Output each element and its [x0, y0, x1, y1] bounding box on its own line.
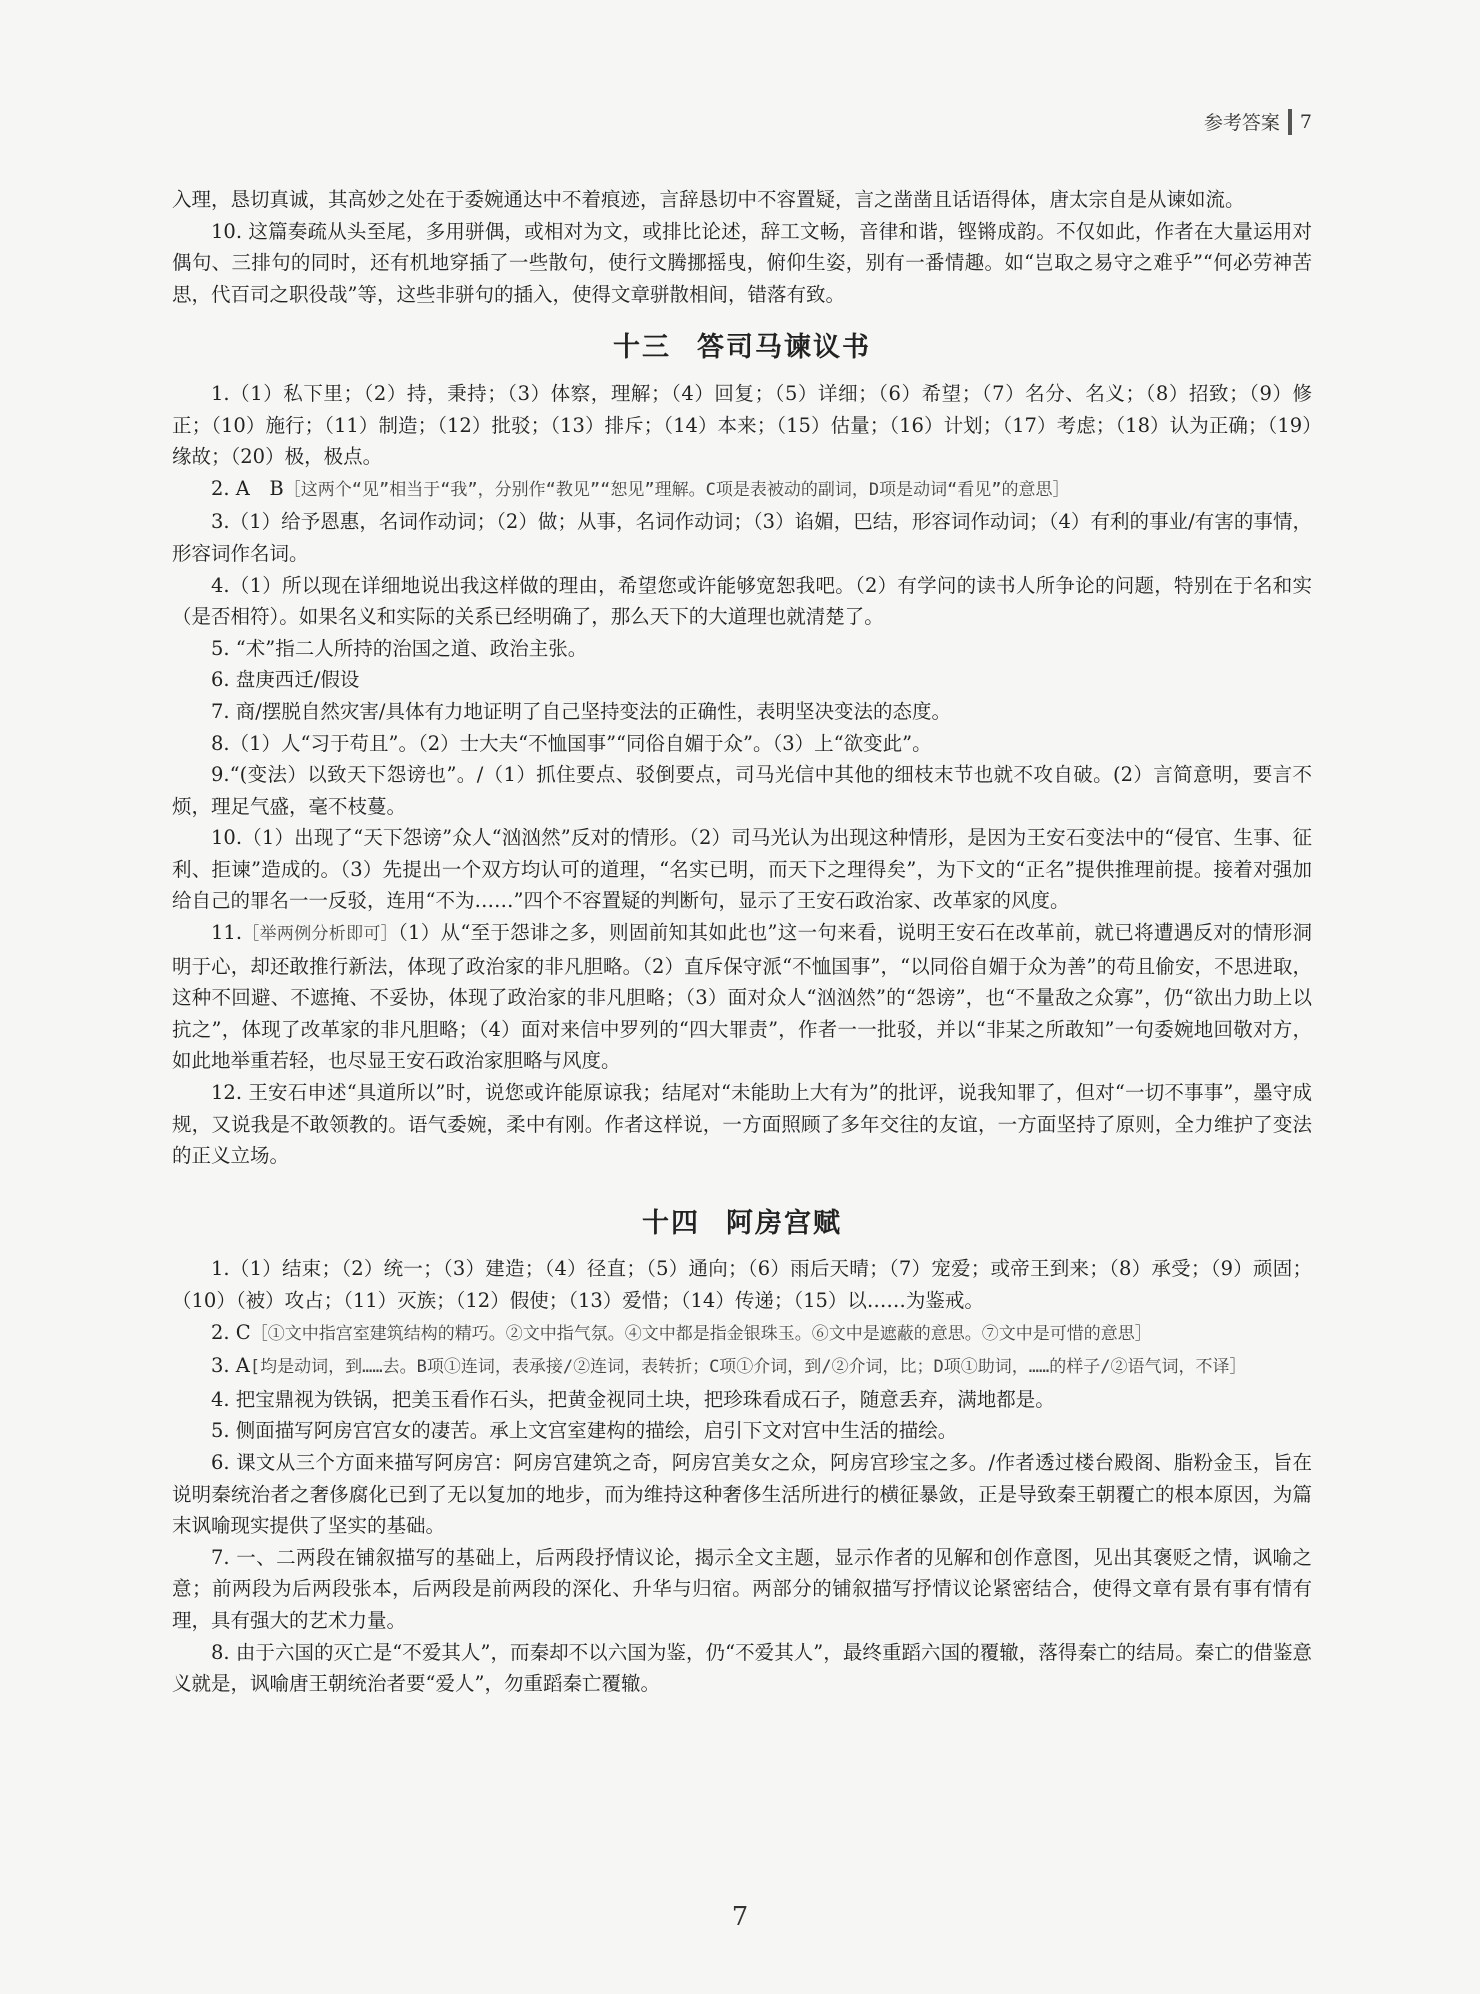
section-14-number: 十四: [642, 1207, 700, 1239]
s14-answer-3-choice: 3. A: [211, 1354, 250, 1378]
s13-answer-2-choice: 2. A B: [211, 476, 284, 500]
s14-answer-6: 6. 课文从三个方面来描写阿房宫：阿房宫建筑之奇，阿房宫美女之众，阿房宫珍宝之多。/作者透过楼台殿阁、脂粉金玉，旨在说明秦统治者之奢侈腐化已到了无以复加的地步，而为维持这种奢侈生活所进行的横征暴敛，正是导致秦王朝覆亡的根本原因，为篇末讽喻现实提供了坚实的基础。: [172, 1450, 1312, 1538]
s14-answer-7: 7. 一、二两段在铺叙描写的基础上，后两段抒情议论，揭示全文主题，显示作者的见解和创作意图，见出其褒贬之情，讽喻之意；前两段为后两段张本，后两段是前两段的深化、升华与归宿。两部分的铺叙描写抒情议论紧密结合，使得文章有景有事有情有理，具有强大的艺术力量。: [172, 1545, 1312, 1632]
s13-answer-9: 9.“(变法）以致天下怨谤也”。/（1）抓住要点、驳倒要点，司马光信中其他的细枝末节也就不攻自破。(2）言简意明，要言不烦，理足气盛，毫不枝蔓。: [172, 763, 1312, 818]
s14-answer-3-note: [均是动词，到……去。B项①连词，表承接/②连词，表转折；C项①介词，到/②介词，比；D项①助词，……的样子/②语气词，不译］: [249, 1357, 1247, 1378]
section-14-name: 阿房宫赋: [726, 1207, 842, 1239]
s13-answer-11-note: ［举两例分析即可］: [242, 924, 398, 945]
s13-answer-11: [172, 917, 1312, 1077]
s14-answer-2-note: ［①文中指宫室建筑结构的精巧。②文中指气氛。④文中都是指金银珠玉。⑥文中是遮蔽的意思。⑦文中是可惜的意思］: [250, 1323, 1152, 1344]
intro-continuation: 入理，恳切真诚，其高妙之处在于委婉通达中不着痕迹，言辞恳切中不容置疑，言之凿凿且话语得体，唐太宗自是从谏如流。: [172, 188, 1245, 211]
s13-answer-2-note: ［这两个“见”相当于“我”，分别作“教见”“恕见”理解。C项是表被动的副词，D项是动词“看见”的意思］: [283, 479, 1070, 500]
s13-answer-7: 7. 商/摆脱自然灾害/具体有力地证明了自己坚持变法的正确性，表明坚决变法的态度。: [211, 699, 951, 723]
intro-answer-10: 10. 这篇奏疏从头至尾，多用骈偶，或相对为文，或排比论述，辞工文畅，音律和谐，铿锵成韵。不仅如此，作者在大量运用对偶句、三排句的同时，还有机地穿插了一些散句，使行文腾挪摇曳，俯仰生姿，别有一番情趣。如“岂取之易守之难乎”“何必劳神苦思，代百司之职役哉”等，这些非骈句的插入，使得文章骈散相间，错落有致。: [172, 219, 1312, 306]
s13-answer-4: 4.（1）所以现在详细地说出我这样做的理由，希望您或许能够宽恕我吧。（2）有学问的读书人所争论的问题，特别在于名和实（是否相符）。如果名义和实际的关系已经明确了，那么天下的大道理也就清楚了。: [172, 573, 1312, 629]
s13-answer-8: 8.（1）人“习于苟且”。（2）士大夫“不恤国事”“同俗自媚于众”。（3）上“欲变此”。: [211, 731, 932, 755]
s14-answer-1: 1.（1）结束；（2）统一；（3）建造；（4）径直；（5）通向；（6）雨后天晴；（7）宠爱；或帝王到来；（8）承受；（9）顽固；（10）（被）攻占；（11）灭族；（12）假使；（13）爱惜；（14）传递；（15）以……为鉴戒。: [172, 1257, 1312, 1312]
section-14-title: [172, 1208, 1312, 1240]
running-header: [1204, 108, 1312, 135]
s13-answer-10: 10.（1）出现了“天下怨谤”众人“汹汹然”反对的情形。（2）司马光认为出现这种情形，是因为王安石变法中的“侵官、生事、征利、拒谏”造成的。（3）先提出一个双方均认可的道理，“名实已明，而天下之理得矣”，为下文的“正名”提供推理前提。接着对强加给自己的罪名一一反驳，连用“不为……”四个不容置疑的判断句，显示了王安石政治家、改革家的风度。: [172, 826, 1312, 913]
header-label: 参考答案: [1203, 112, 1280, 134]
s13-answer-5: 5. “术”指二人所持的治国之道、政治主张。: [211, 636, 588, 660]
s13-answer-2: [172, 473, 1312, 507]
s13-answer-6: 6. 盘庚西迁/假设: [211, 668, 360, 692]
s14-answer-5: 5. 侧面描写阿房宫宫女的凄苦。承上文宫室建构的描绘，启引下文对宫中生活的描绘。: [211, 1419, 958, 1443]
footer-page-number: 7: [731, 1902, 749, 1932]
s13-answer-11-text: （1）从“至于怨诽之多，则固前知其如此也”这一句来看，说明王安石在改革前，就已将遭遇反对的情形洞明于心，却还敢推行新法，体现了政治家的非凡胆略。（2）直斥保守派“不恤国事”，“以同俗自媚于众为善”的苟且偷安，不思进取，这种不回避、不遮掩、不妥协，体现了政治家的非凡胆略；（3）面对众人“汹汹然”的“怨谤”，也“不量敌之众寡”，仍“欲出力助上以抗之”，体现了改革家的非凡胆略；（4）面对来信中罗列的“四大罪责”，作者一一批驳，并以“非某之所敢知”一句委婉地回敬对方，如此地举重若轻，也尽显王安石政治家胆略与风度。: [172, 921, 1312, 1073]
s13-answer-3: 3.（1）给予恩惠，名词作动词；（2）做；从事，名词作动词；（3）谄媚，巴结，形容词作动词；（4）有利的事业/有害的事情，形容词作名词。: [172, 510, 1312, 565]
section-13-name: 答司马谏议书: [697, 332, 871, 364]
s14-answer-3: [172, 1350, 1312, 1384]
s14-answer-2: [172, 1317, 1312, 1351]
header-divider: [1288, 109, 1292, 135]
header-page-number: 7: [1299, 110, 1312, 133]
answer-content: [172, 184, 1312, 1700]
s13-answer-1: 1.（1）私下里；（2）持，秉持；（3）体察，理解；（4）回复；（5）详细；（6）希望；（7）名分、名义；（8）招致；（9）修正；（10）施行；（11）制造；（12）批驳；（13）排斥；（14）本来；（15）估量；（16）计划；（17）考虑；（18）认为正确；（19）缘故；（20）极，极点。: [172, 381, 1312, 469]
s13-answer-12: 12. 王安石申述“具道所以”时，说您或许能原谅我；结尾对“未能助上大有为”的批评，说我知罪了，但对“一切不事事”，墨守成规，又说我是不敢领教的。语气委婉，柔中有刚。作者这样说，一方面照顾了多年交往的友谊，一方面坚持了原则，全力维护了变法的正义立场。: [172, 1081, 1312, 1168]
s14-answer-4: 4. 把宝鼎视为铁锅，把美玉看作石头，把黄金视同土块，把珍珠看成石子，随意丢弃，满地都是。: [211, 1387, 1055, 1411]
section-13-title: [172, 332, 1312, 364]
s14-answer-8: 8. 由于六国的灭亡是“不爱其人”，而秦却不以六国为鉴，仍“不爱其人”，最终重蹈六国的覆辙，落得秦亡的结局。秦亡的借鉴意义就是，讽喻唐王朝统治者要“爱人”，勿重蹈秦亡覆辙。: [172, 1640, 1312, 1696]
s13-answer-11-number: 11.: [211, 921, 243, 945]
section-13-number: 十三: [613, 332, 671, 364]
s14-answer-2-choice: 2. C: [211, 1320, 251, 1344]
